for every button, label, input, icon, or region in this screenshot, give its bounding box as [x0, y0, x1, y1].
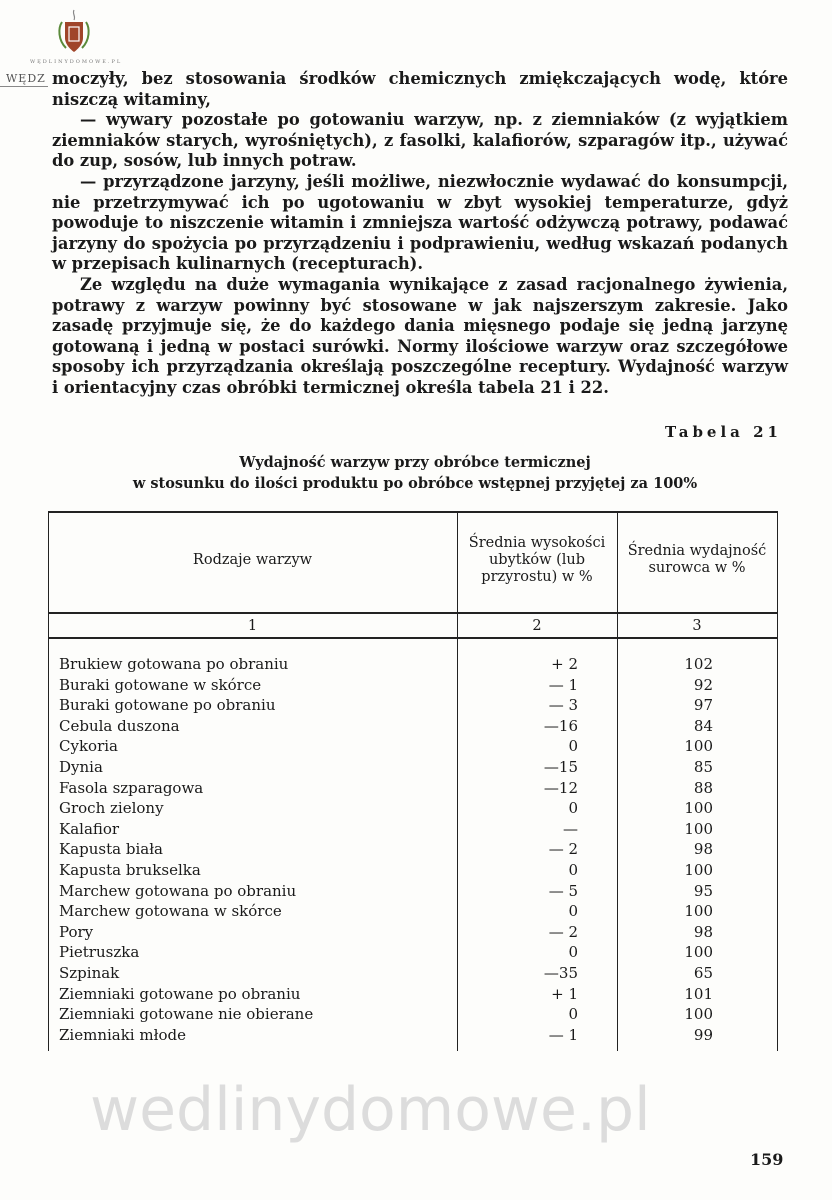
table-row: [48, 799, 778, 820]
table-row: [48, 1026, 778, 1047]
vegetable-name: Marchew gotowana po obraniu: [59, 881, 297, 900]
yield-percent: 100: [684, 737, 713, 756]
paragraph: Ze względu na duże wymagania wynikające z zasad racjonalnego żywienia, potrawy z warzyw powinny być stosowane w jak najszerszym zakresie. Jako zasadę przyjmuje się, że do każdego dania mięsnego podaje się jedną jarzynę gotowaną i jedną w postaci surówki. Normy ilościowe warzyw oraz szczegółowe sposoby ich przyrządzania określają poszczególne receptury. Wydajność warzyw i orientacyjny czas obróbki termicznej określa tabela 21 i 22.: [52, 274, 788, 397]
table-row: [48, 655, 778, 676]
table-row: [48, 902, 778, 923]
caption-line: Wydajność warzyw przy obróbce termicznej: [239, 454, 591, 471]
table-row: [48, 840, 778, 861]
vegetable-name: Marchew gotowana w skórce: [59, 902, 282, 921]
loss-percent: — 2: [548, 922, 578, 941]
paragraph: — przyrządzone jarzyny, jeśli możliwe, niezwłocznie wydawać do konsumpcji, nie przetrzymywać ich po ugotowaniu w zbyt wysokiej temperaturze, gdyż powoduje to niszczenie witamin i zmniejsza wartość odżywczą potrawy, podawać jarzyny do spożycia po przyrządzeniu i podprawieniu, według wskazań podanych w przepisach kulinarnych (recepturach).: [52, 171, 788, 274]
loss-percent: —35: [543, 964, 578, 982]
table-row: [48, 882, 778, 903]
vegetable-name: Kalafior: [59, 819, 120, 838]
vegetable-name: Ziemniaki młode: [59, 1025, 186, 1044]
yield-percent: 101: [684, 984, 713, 1003]
table-rule: [48, 511, 778, 513]
loss-percent: 0: [568, 1005, 578, 1024]
logo-subtext: WĘDLINYDOMOWE.PL: [30, 59, 123, 65]
yield-percent: 98: [693, 922, 713, 941]
yield-percent: 99: [693, 1025, 713, 1044]
body-text: [52, 69, 788, 399]
yield-percent: 100: [684, 861, 713, 879]
vegetable-name: Szpinak: [59, 964, 120, 982]
loss-percent: 0: [568, 943, 578, 962]
table-row: [48, 861, 778, 882]
loss-percent: —: [563, 819, 578, 838]
vegetable-name: Brukiew gotowana po obraniu: [59, 655, 289, 673]
logo-crest-icon: [54, 8, 94, 58]
vegetable-name: Cebula duszona: [59, 716, 180, 735]
vegetable-name: Groch zielony: [59, 799, 164, 818]
table-row: [48, 943, 778, 964]
vegetable-name: Kapusta brukselka: [59, 861, 201, 879]
loss-percent: + 2: [551, 655, 578, 673]
table-row: [48, 737, 778, 758]
table-row: [48, 985, 778, 1006]
table-row: [48, 964, 778, 985]
yield-percent: 95: [693, 881, 713, 900]
vegetable-name: Cykoria: [59, 737, 118, 756]
table-row: [48, 676, 778, 697]
table-row: [48, 820, 778, 841]
data-table: [48, 511, 778, 1051]
vegetable-name: Buraki gotowane po obraniu: [59, 696, 276, 715]
caption-line: w stosunku do ilości produktu po obróbce wstępnej przyjętej za 100%: [132, 475, 698, 492]
yield-percent: 85: [693, 758, 713, 776]
loss-percent: — 5: [548, 881, 578, 900]
loss-percent: 0: [568, 861, 578, 879]
table-row: [48, 779, 778, 800]
table-row: [48, 717, 778, 738]
table-rule: [48, 612, 778, 614]
loss-percent: 0: [568, 799, 578, 818]
table-row: [48, 696, 778, 717]
page-number: 159: [750, 1150, 784, 1169]
vegetable-name: Buraki gotowane w skórce: [59, 675, 262, 694]
col-number-2: 2: [532, 618, 542, 634]
loss-percent: —12: [543, 778, 578, 797]
col-number-3: 3: [692, 618, 702, 634]
loss-percent: — 1: [548, 1025, 578, 1044]
vegetable-name: Pory: [59, 922, 94, 941]
loss-percent: —16: [543, 716, 578, 735]
yield-percent: 100: [684, 799, 713, 818]
loss-percent: — 3: [548, 696, 578, 715]
table-row: [48, 1005, 778, 1026]
yield-percent: 65: [693, 964, 713, 982]
paragraph: — wywary pozostałe po gotowaniu warzyw, np. z ziemniaków (z wyjątkiem ziemniaków starych, wyrośniętych), z fasolki, kalafiorów, szparagów itp., używać do zup, sosów, lub innych potraw.: [52, 110, 788, 171]
loss-percent: 0: [568, 902, 578, 921]
header-col-3: Średnia wydajność surowca w %: [627, 543, 767, 576]
loss-percent: — 2: [548, 840, 578, 859]
yield-percent: 88: [693, 778, 713, 797]
vegetable-name: Kapusta biała: [59, 840, 163, 859]
watermark: wedlinydomowe.pl: [90, 1075, 651, 1145]
loss-percent: 0: [568, 737, 578, 756]
vegetable-name: Pietruszka: [59, 943, 140, 962]
table-rule: [48, 637, 778, 639]
header-col-2: Średnia wysokości ubytków (lub przyrostu) w %: [468, 535, 606, 585]
logo-divider: [0, 86, 48, 87]
yield-percent: 98: [693, 840, 713, 859]
paragraph: moczyły, bez stosowania środków chemicznych zmiękczających wodę, które niszczą witaminy,: [52, 69, 788, 109]
logo-text: WĘDZ: [6, 72, 46, 85]
yield-percent: 102: [684, 655, 713, 673]
yield-percent: 92: [693, 675, 713, 694]
loss-percent: + 1: [551, 984, 578, 1003]
table-caption: [40, 452, 790, 494]
yield-percent: 100: [684, 943, 713, 962]
vegetable-name: Dynia: [59, 758, 103, 776]
vegetable-name: Ziemniaki gotowane po obraniu: [59, 984, 301, 1003]
table-label: Tabela 21: [665, 423, 782, 441]
yield-percent: 84: [693, 716, 713, 735]
yield-percent: 97: [693, 696, 713, 715]
vegetable-name: Fasola szparagowa: [59, 778, 204, 797]
yield-percent: 100: [684, 1005, 713, 1024]
yield-percent: 100: [684, 902, 713, 921]
table-row: [48, 923, 778, 944]
yield-percent: 100: [684, 819, 713, 838]
vegetable-name: Ziemniaki gotowane nie obierane: [59, 1005, 314, 1024]
table-row: [48, 758, 778, 779]
loss-percent: —15: [543, 758, 578, 776]
header-col-1: Rodzaje warzyw: [192, 552, 313, 568]
loss-percent: — 1: [548, 675, 578, 694]
col-number-1: 1: [247, 618, 258, 634]
